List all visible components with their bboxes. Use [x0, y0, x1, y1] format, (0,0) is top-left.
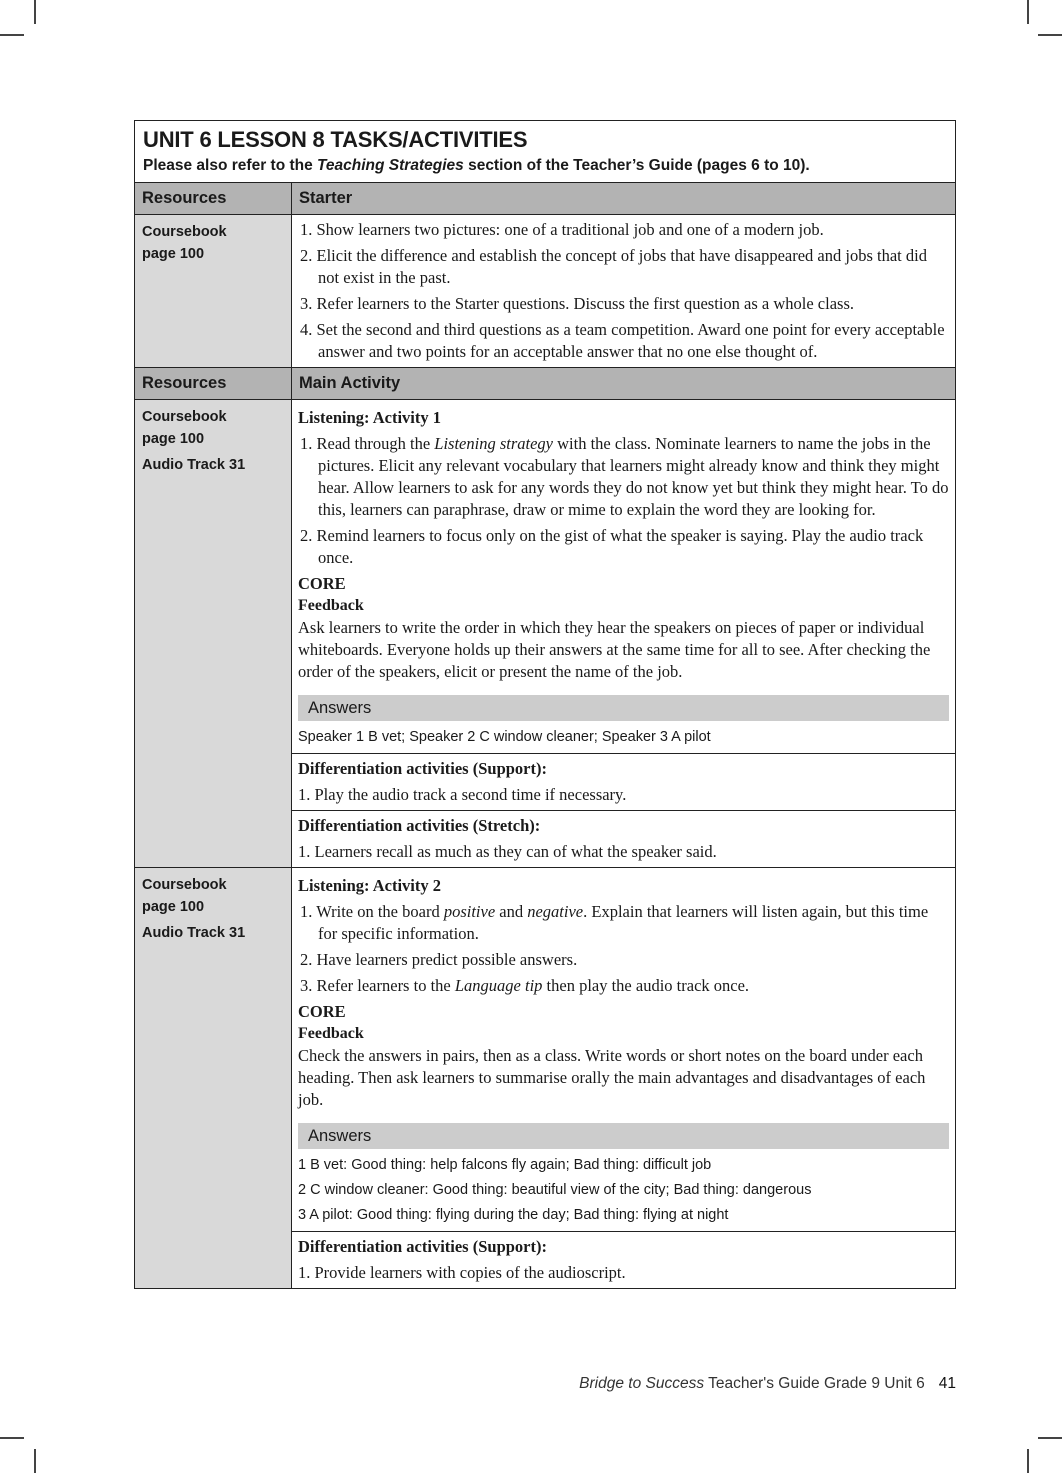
feedback-text: Ask learners to write the order in which they hear the speakers on pieces of paper or individual whiteboards. Everyone holds up their answers at the same time for all to see. After checking the order of the speakers, elicit or present the name of the job. — [298, 618, 931, 681]
answers-bar: Answers — [298, 1123, 949, 1149]
core-label: CORE — [298, 1002, 346, 1021]
activity-2-resources: Coursebook page 100 Audio Track 31 — [135, 868, 292, 1288]
list-item: 2. Remind learners to focus only on the gist of what the speaker is saying. Play the audio track once. — [300, 526, 924, 567]
starter-content — [292, 215, 955, 367]
list-item: 1. Show learners two pictures: one of a traditional job and one of a modern job. — [300, 220, 824, 239]
book-title: Bridge to Success — [579, 1375, 705, 1392]
crop-mark — [1027, 1449, 1029, 1473]
activity-2-content — [292, 868, 955, 1288]
list-item: 3. Refer learners to the Language tip then play the audio track once. — [300, 976, 750, 995]
feedback-label: Feedback — [298, 597, 364, 614]
list-item: 2. Have learners predict possible answers. — [300, 950, 578, 969]
page-footer — [579, 1375, 956, 1393]
main-activity-header-row — [135, 368, 955, 400]
activity-1-resources: Coursebook page 100 Audio Track 31 — [135, 400, 292, 867]
activity-1-row — [135, 400, 955, 868]
answer-line: 1 B vet: Good thing: help falcons fly again; Bad thing: difficult job — [298, 1157, 712, 1173]
stretch-block — [292, 810, 955, 867]
main-activity-column-header: Main Activity — [299, 374, 401, 392]
page-number: 41 — [938, 1375, 956, 1392]
answers-bar: Answers — [298, 695, 949, 721]
page-title: UNIT 6 LESSON 8 TASKS/ACTIVITIES — [143, 127, 528, 152]
crop-mark — [1038, 34, 1062, 36]
resources-column-header: Resources — [135, 183, 292, 214]
support-heading: Differentiation activities (Support): — [298, 759, 547, 778]
resources-column-header: Resources — [135, 368, 292, 399]
crop-mark — [0, 1437, 24, 1439]
starter-header-row — [135, 183, 955, 215]
crop-mark — [0, 34, 24, 36]
list-item: 3. Refer learners to the Starter questions. Discuss the first question as a whole class. — [300, 294, 854, 313]
crop-mark — [34, 1449, 36, 1473]
stretch-heading: Differentiation activities (Stretch): — [298, 816, 541, 835]
starter-resources: Coursebook page 100 — [135, 215, 292, 367]
crop-mark — [1027, 0, 1029, 24]
activity-heading: Listening: Activity 2 — [298, 876, 441, 895]
starter-row — [135, 215, 955, 368]
answer-line: Speaker 1 B vet; Speaker 2 C window cleaner; Speaker 3 A pilot — [298, 729, 711, 745]
feedback-text: Check the answers in pairs, then as a class. Write words or short notes on the board under each heading. Then ask learners to summarise orally the main advantages and disadvantages of each job. — [298, 1046, 926, 1109]
answer-line: 3 A pilot: Good thing: flying during the day; Bad thing: flying at night — [298, 1207, 729, 1223]
feedback-label: Feedback — [298, 1025, 364, 1042]
list-item: 1. Write on the board positive and negative. Explain that learners will listen again, but this time for specific information. — [300, 902, 929, 943]
page-subtitle: Please also refer to the Teaching Strategies section of the Teacher’s Guide (pages 6 to 10). — [143, 157, 810, 174]
title-block — [135, 121, 955, 183]
crop-mark — [34, 0, 36, 24]
crop-mark — [1038, 1437, 1062, 1439]
lesson-plan-table — [134, 120, 956, 1289]
support-heading: Differentiation activities (Support): — [298, 1237, 547, 1256]
list-item: 4. Set the second and third questions as a team competition. Award one point for every acceptable answer and two points for an acceptable answer that no one else thought of. — [300, 320, 945, 361]
activity-2-row — [135, 868, 955, 1288]
starter-column-header: Starter — [299, 189, 353, 207]
activity-1-content — [292, 400, 955, 867]
support-block — [292, 753, 955, 810]
answer-line: 2 C window cleaner: Good thing: beautiful view of the city; Bad thing: dangerous — [298, 1182, 812, 1198]
list-item: 1. Read through the Listening strategy with the class. Nominate learners to name the jobs in the pictures. Elicit any relevant vocabulary that learners might already know and think they might hear. Allow learners to ask for any words they do not know yet but think they might hear. To do this, learners can paraphrase, draw or mime to explain the word they are looking for. — [300, 434, 949, 519]
guide-text: Teacher's Guide Grade 9 Unit 6 — [704, 1375, 925, 1392]
core-label: CORE — [298, 574, 346, 593]
list-item: 1. Provide learners with copies of the audioscript. — [298, 1263, 626, 1282]
list-item: 1. Learners recall as much as they can of what the speaker said. — [298, 842, 717, 861]
activity-heading: Listening: Activity 1 — [298, 408, 441, 427]
list-item: 1. Play the audio track a second time if necessary. — [298, 785, 627, 804]
list-item: 2. Elicit the difference and establish the concept of jobs that have disappeared and jobs that did not exist in the past. — [300, 246, 927, 287]
support-block — [292, 1231, 955, 1288]
